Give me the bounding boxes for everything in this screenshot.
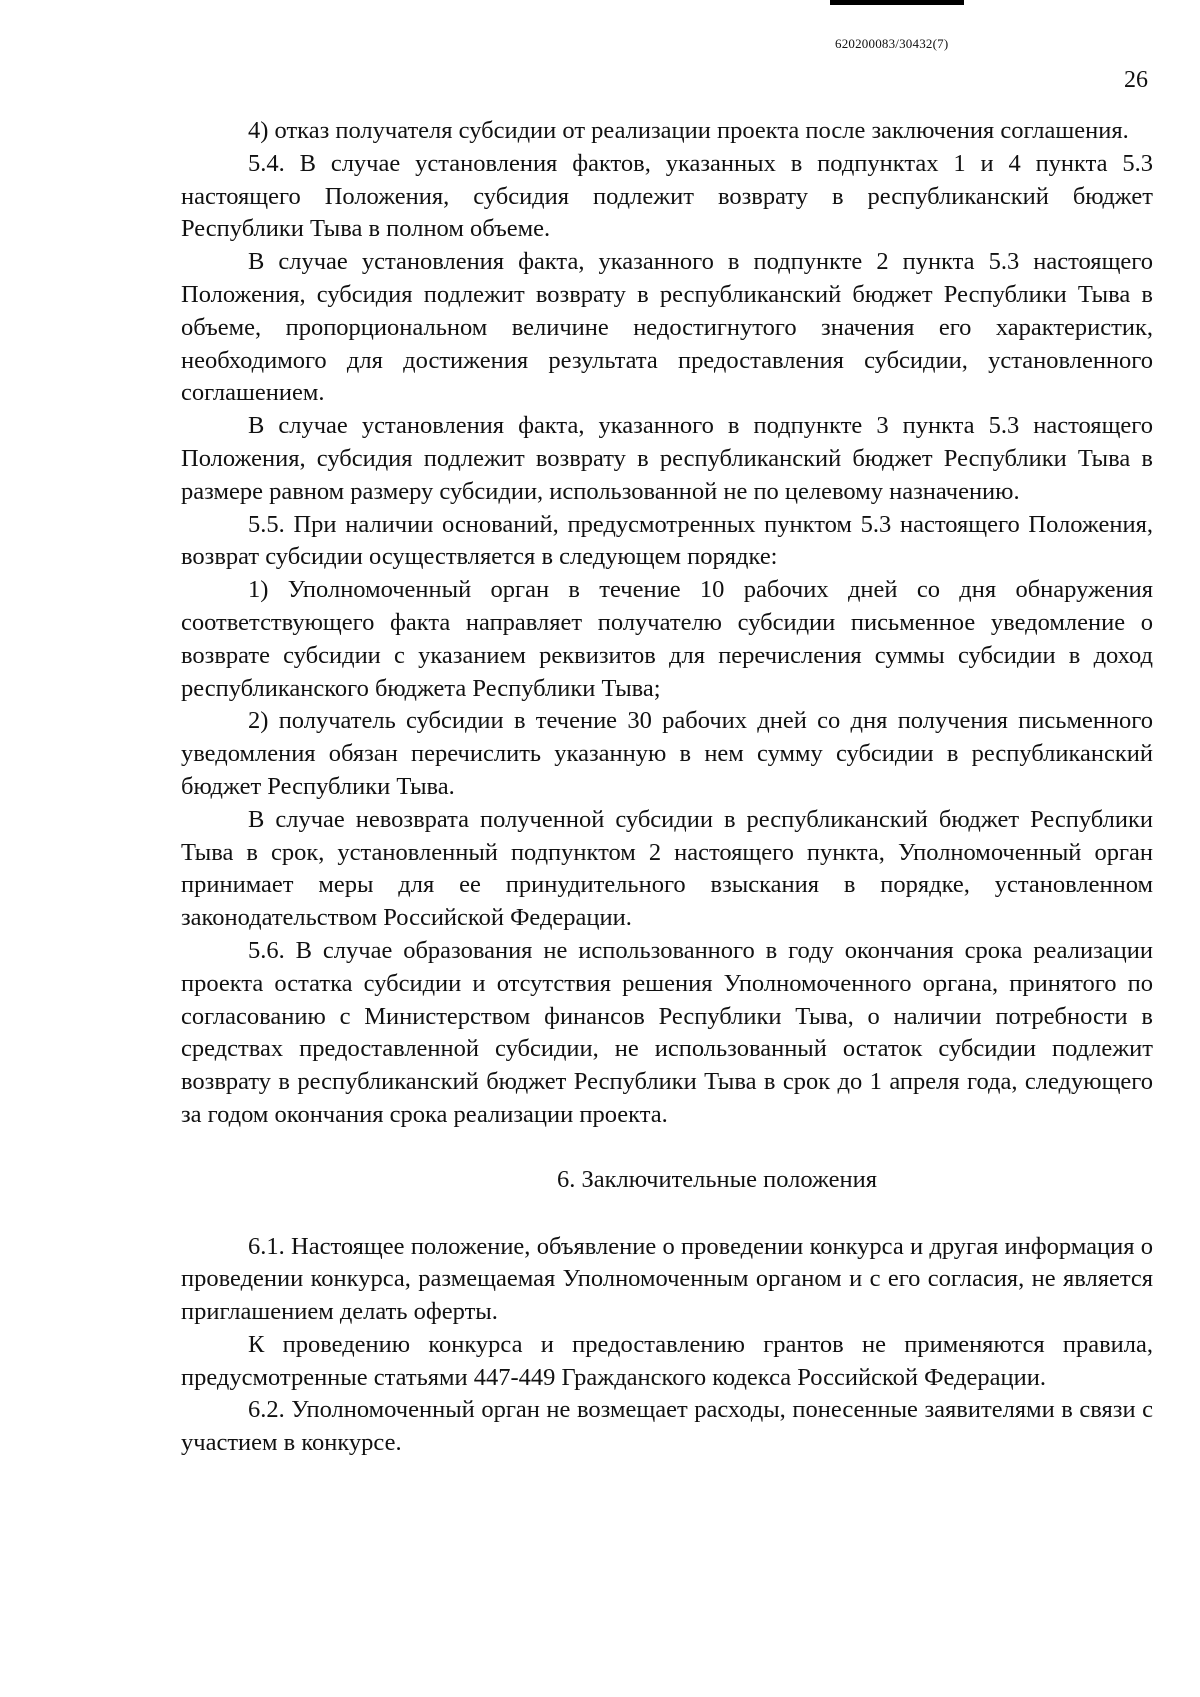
paragraph-6-2: 6.2. Уполномоченный орган не возмещает расходы, понесенные заявителями в связи с участием в конкурсе.	[181, 1396, 1153, 1457]
top-rule	[830, 0, 964, 5]
paragraph-5-4-item-2-case: В случае установления факта, указанного в подпункте 2 пункта 5.3 настоящего Положения, субсидия подлежит возврату в республиканский бюджет Республики Тыва в объеме, пропорциональном величине недостигнутого значения его характеристик, необходимого для достижения результата предоставления субсидии, установленного соглашением.	[181, 248, 1153, 407]
paragraph-5-5-item-1: 1) Уполномоченный орган в течение 10 рабочих дней со дня обнаружения соответствующего факта направляет получателю субсидии письменное уведомление о возврате субсидии с указанием реквизитов для перечисления суммы субсидии в доход республиканского бюджета Республики Тыва;	[181, 576, 1153, 702]
page-number: 26	[1124, 67, 1148, 93]
paragraph-6-1: 6.1. Настоящее положение, объявление о проведении конкурса и другая информация о проведении конкурса, размещаемая Уполномоченным органом и с его согласия, не является приглашением делать оферты.	[181, 1232, 1153, 1326]
paragraph-5-6: 5.6. В случае образования не использованного в году окончания срока реализации проекта остатка субсидии и отсутствия решения Уполномоченного органа, принятого по согласованию с Министерством финансов Республики Тыва, о наличии потребности в средствах предоставленной субсидии, не использованный остаток субсидии подлежит возврату в республиканский бюджет Республики Тыва в срок до 1 апреля года, следующего за годом окончания срока реализации проекта.	[181, 936, 1153, 1128]
paragraph-5-5-nonreturn: В случае невозврата полученной субсидии в республиканский бюджет Республики Тыва в срок, установленный подпунктом 2 настоящего пункта, Уполномоченный орган принимает меры для ее принудительного взыскания в порядке, установленном законодательством Российской Федерации.	[181, 805, 1153, 932]
paragraph-5-4: 5.4. В случае установления фактов, указанных в подпунктах 1 и 4 пункта 5.3 настоящего Положения, субсидия подлежит возврату в республиканский бюджет Республики Тыва в полном объеме.	[181, 149, 1153, 243]
paragraph-5-5: 5.5. При наличии оснований, предусмотренных пунктом 5.3 настоящего Положения, возврат субсидии осуществляется в следующем порядке:	[181, 510, 1153, 571]
paragraph-5-5-item-2: 2) получатель субсидии в течение 30 рабочих дней со дня получения письменного уведомления обязан перечислить указанную в нем сумму субсидии в республиканский бюджет Республики Тыва.	[181, 707, 1153, 800]
document-body	[181, 115, 1153, 1460]
document-code: 620200083/30432(7)	[835, 36, 949, 51]
paragraph-5-3-item-4: 4) отказ получателя субсидии от реализации проекта после заключения соглашения.	[248, 117, 1129, 144]
section-heading: 6. Заключительные положения	[556, 1165, 877, 1193]
paragraph-6-1-rules: К проведению конкурса и предоставлению грантов не применяются правила, предусмотренные статьями 447-449 Гражданского кодекса Российской Федерации.	[181, 1330, 1153, 1391]
paragraph-5-4-item-3-case: В случае установления факта, указанного в подпункте 3 пункта 5.3 настоящего Положения, субсидия подлежит возврату в республиканский бюджет Республики Тыва в размере равном размеру субсидии, использованной не по целевому назначению.	[181, 412, 1153, 505]
